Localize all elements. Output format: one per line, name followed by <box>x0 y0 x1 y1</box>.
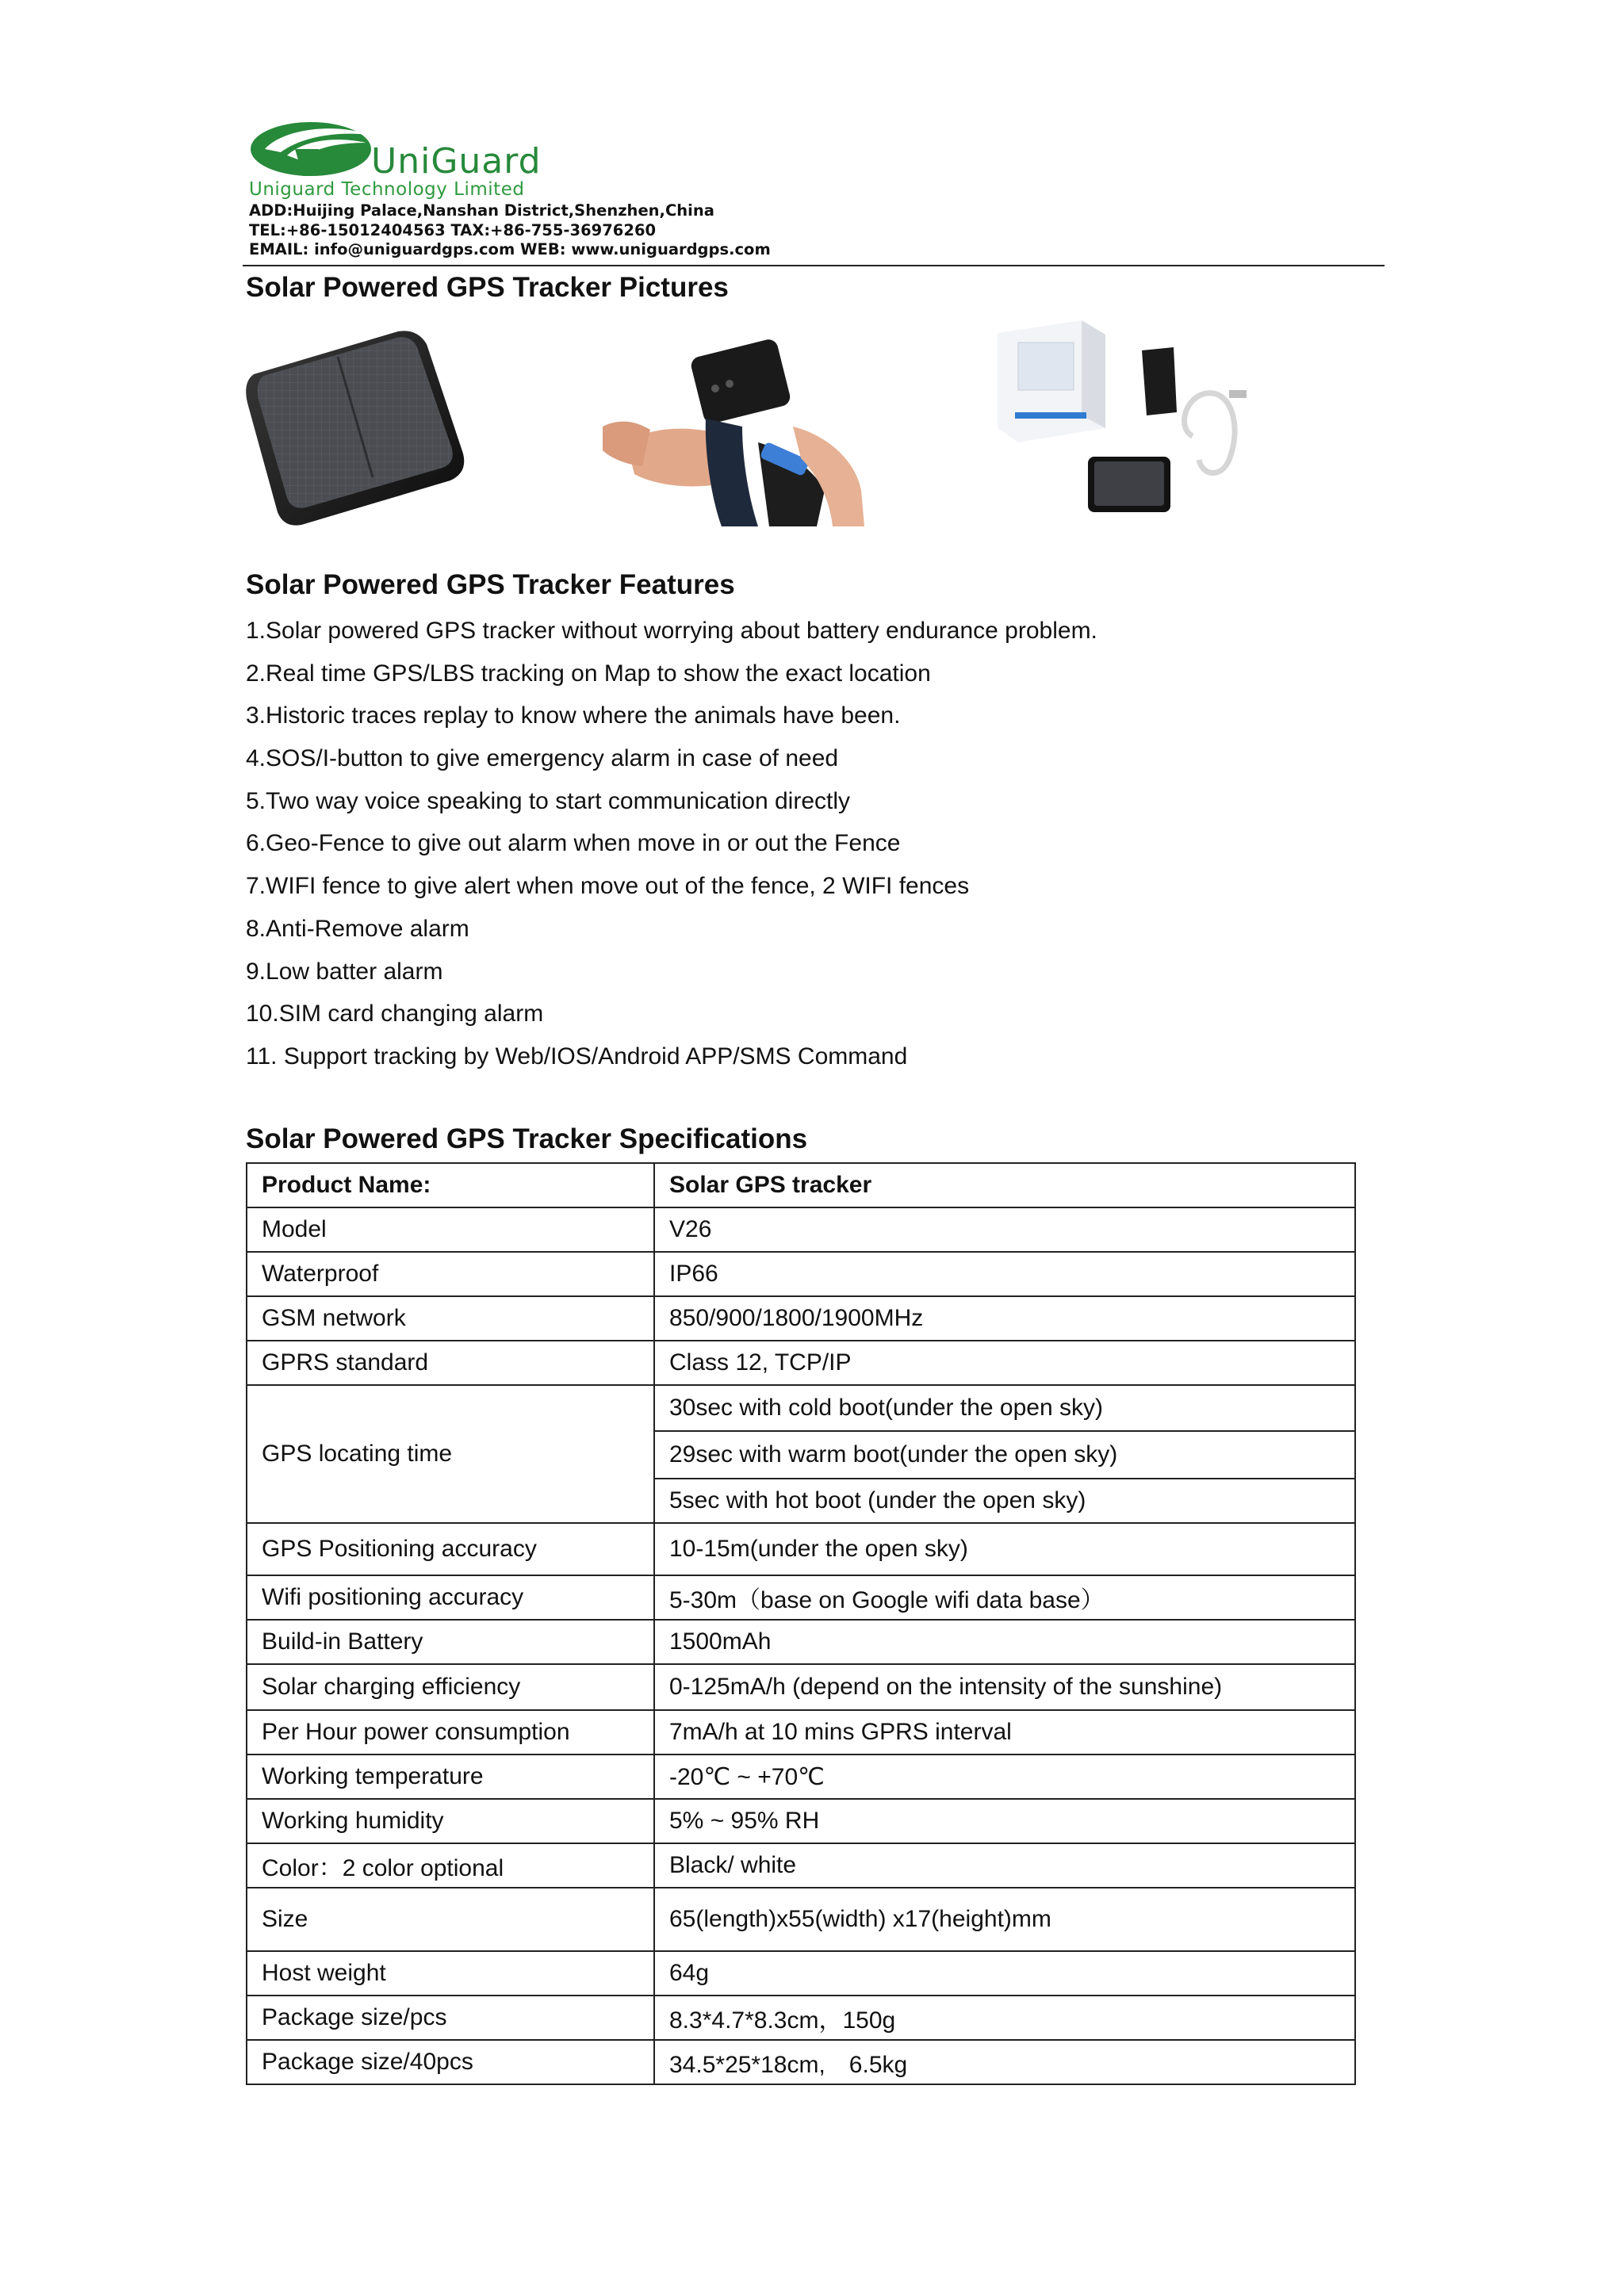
feature-item: 2.Real time GPS/LBS tracking on Map to show the exact location <box>246 660 931 687</box>
spec-value: Class 12, TCP/IP <box>654 1341 1355 1385</box>
tracker-on-collar-image <box>603 331 864 526</box>
feature-item: 8.Anti-Remove alarm <box>246 915 469 942</box>
feature-item: 1.Solar powered GPS tracker without worrying about battery endurance problem. <box>246 618 1097 644</box>
spec-key: Package size/pcs <box>247 1996 654 2040</box>
specifications-table <box>246 1162 1356 2085</box>
table-row <box>247 1523 1355 1575</box>
spec-value: 30sec with cold boot(under the open sky) <box>654 1385 1355 1431</box>
feature-item: 10.SIM card changing alarm <box>246 1001 544 1027</box>
spec-key: Host weight <box>247 1951 654 1996</box>
email-line: EMAIL: info@uniguardgps.com WEB: www.uniguardgps.com <box>249 240 771 258</box>
features-list <box>246 615 1097 1084</box>
feature-item: 3.Historic traces replay to know where the animals have been. <box>246 702 901 729</box>
spec-value: 1500mAh <box>654 1620 1355 1664</box>
table-row <box>247 1996 1355 2040</box>
spec-key: Product Name: <box>247 1163 654 1207</box>
table-row <box>247 1664 1355 1710</box>
spec-value: Solar GPS tracker <box>654 1163 1355 1207</box>
spec-value: V26 <box>654 1207 1355 1252</box>
spec-value: 0-125mA/h (depend on the intensity of the sunshine) <box>654 1664 1355 1710</box>
spec-key: GPS Positioning accuracy <box>247 1523 654 1575</box>
spec-key: Wifi positioning accuracy <box>247 1575 654 1620</box>
spec-key: Package size/40pcs <box>247 2040 654 2084</box>
spec-key: Color：2 color optional <box>247 1843 654 1888</box>
table-row <box>247 1207 1355 1252</box>
spec-value: 8.3*4.7*8.3cm，150g <box>654 1996 1355 2040</box>
feature-item: 6.Geo-Fence to give out alarm when move in or out the Fence <box>246 830 901 857</box>
company-name: Uniguard Technology Limited <box>249 179 525 200</box>
table-row <box>247 1252 1355 1296</box>
table-header-row <box>247 1163 1355 1207</box>
spec-value: Black/ white <box>654 1843 1355 1888</box>
feature-item: 5.Two way voice speaking to start communication directly <box>246 787 850 814</box>
table-row <box>247 1341 1355 1385</box>
spec-value: 10-15m(under the open sky) <box>654 1523 1355 1575</box>
spec-value: IP66 <box>654 1252 1355 1296</box>
spec-value: 65(length)x55(width) x17(height)mm <box>654 1888 1355 1951</box>
table-row <box>247 2040 1355 2084</box>
spec-key: Model <box>247 1207 654 1252</box>
table-row <box>247 1799 1355 1843</box>
spec-value: 29sec with warm boot(under the open sky) <box>654 1431 1355 1479</box>
contact-block <box>249 201 771 260</box>
spec-value: 5-30m（base on Google wifi data base） <box>654 1575 1355 1620</box>
feature-item: 7.WIFI fence to give alert when move out of the fence, 2 WIFI fences <box>246 873 970 900</box>
table-row <box>247 1385 1355 1431</box>
spec-key: Size <box>247 1888 654 1951</box>
spec-key: GSM network <box>247 1296 654 1341</box>
table-row <box>247 1888 1355 1951</box>
table-row <box>247 1575 1355 1620</box>
features-heading: Solar Powered GPS Tracker Features <box>246 569 735 600</box>
package-contents-image <box>994 317 1256 520</box>
pictures-heading: Solar Powered GPS Tracker Pictures <box>246 272 729 303</box>
brand-name: UniGuard <box>371 141 542 182</box>
table-row <box>247 1843 1355 1888</box>
spec-key: GPS locating time <box>247 1385 654 1523</box>
spec-key: Build-in Battery <box>247 1620 654 1664</box>
spec-value: 7mA/h at 10 mins GPRS interval <box>654 1710 1355 1755</box>
header-divider <box>243 265 1385 266</box>
spec-value: -20℃ ~ +70℃ <box>654 1755 1355 1799</box>
spec-value: 850/900/1800/1900MHz <box>654 1296 1355 1341</box>
spec-key: Waterproof <box>247 1252 654 1296</box>
uniguard-swoosh-icon <box>249 117 376 181</box>
spec-value: 5% ~ 95% RH <box>654 1799 1355 1843</box>
feature-item: 4.SOS/I-button to give emergency alarm in case of need <box>246 745 839 772</box>
table-row <box>247 1755 1355 1799</box>
phone-line: TEL:+86-15012404563 TAX:+86-755-36976260 <box>249 220 657 239</box>
uniguard-logo <box>246 116 771 258</box>
table-row <box>247 1620 1355 1664</box>
spec-key: Solar charging efficiency <box>247 1664 654 1710</box>
feature-item: 9.Low batter alarm <box>246 958 443 985</box>
spec-value: 64g <box>654 1951 1355 1996</box>
spec-value: 34.5*25*18cm, 6.5kg <box>654 2040 1355 2084</box>
solar-tracker-device-image <box>243 327 465 526</box>
table-row <box>247 1710 1355 1755</box>
specifications-heading: Solar Powered GPS Tracker Specifications <box>246 1123 808 1154</box>
table-row <box>247 1951 1355 1996</box>
spec-key: Working temperature <box>247 1755 654 1799</box>
feature-item: 11. Support tracking by Web/IOS/Android APP/SMS Command <box>246 1043 908 1070</box>
spec-key: Working humidity <box>247 1799 654 1843</box>
address-line: ADD:Huijing Palace,Nanshan District,Shenzhen,China <box>249 201 714 220</box>
spec-key: GPRS standard <box>247 1341 654 1385</box>
table-row <box>247 1296 1355 1341</box>
spec-value: 5sec with hot boot (under the open sky) <box>654 1479 1355 1523</box>
spec-key: Per Hour power consumption <box>247 1710 654 1755</box>
